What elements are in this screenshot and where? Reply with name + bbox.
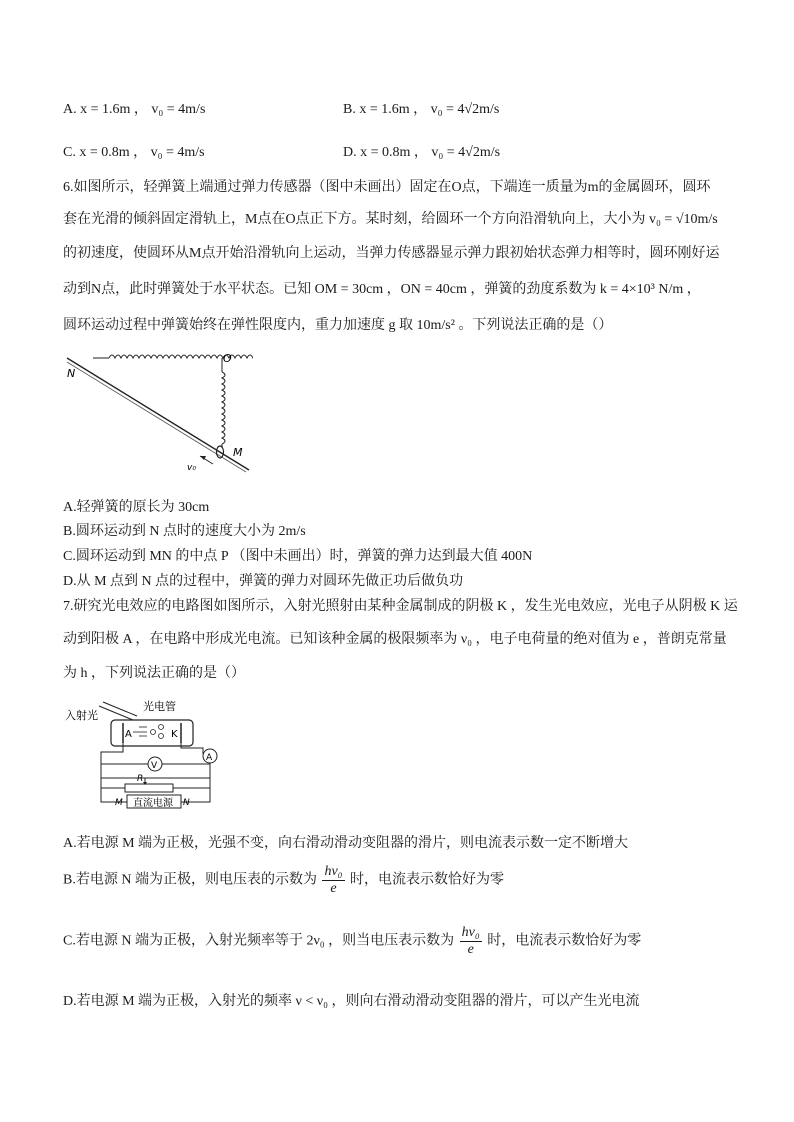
q6-stem-line3: 的初速度，使圆环从M点开始沿滑轨向上运动，当弹力传感器显示弹力跟初始状态弹力相等时，圆环刚好运 [63,246,720,261]
q6-figure [63,352,253,474]
q7-option-c [63,925,641,958]
label-voltmeter: V [151,761,158,771]
label-o: O [223,352,232,365]
q7-option-b-pre: B.若电源 N 端为正极，则电压表的示数为 [63,872,317,888]
fraction-numerator: hν₀ [461,925,480,940]
q5-option-b: B. x = 1.6m ， v₀ = 4√2m/s [343,102,500,117]
q5-option-d: D. x = 0.8m ， v₀ = 4√2m/s [343,145,501,160]
fraction-numerator: hν₀ [324,864,343,879]
label-dc-source: 直流电源 [133,798,173,809]
vertical-spring [222,358,225,448]
label-incident-light: 入射光 [65,710,98,722]
q7-option-c-pre: C.若电源 N 端为正极，入射光频率等于 2ν₀ ，则当电压表示数为 [63,933,455,949]
fraction [322,864,344,897]
label-n: N [67,367,76,380]
q5-option-c: C. x = 0.8m ， v₀ = 4m/s [63,145,205,160]
fraction-denominator: e [467,942,474,957]
label-v0: v₀ [187,463,196,473]
q5-option-a: A. x = 1.6m ， v₀ = 4m/s [63,102,206,117]
q6-option-c: C.圆环运动到 MN 的中点 P （图中未画出）时，弹簧的弹力达到最大值 400N [63,549,533,564]
label-phototube: 光电管 [143,701,176,713]
q7-option-b-post: 时，电流表示数恰好为零 [350,872,505,888]
label-m: M [115,798,123,808]
q7-option-b [63,864,504,897]
q6-stem-line5: 圆环运动过程中弹簧始终在弹性限度内，重力加速度 g 取 10m/s² 。下列说法正确的是（） [63,318,613,333]
fraction-denominator: e [330,881,337,896]
rheostat [125,784,173,792]
fraction [460,925,482,958]
label-n: N [183,798,190,808]
label-r: R [137,774,144,784]
q7-stem-line1: 7.研究光电效应的电路图如图所示，入射光照射由某种金属制成的阴极 K ，发生光电效应，光电子从阴极 K 运 [63,599,738,614]
q7-option-d: D.若电源 M 端为正极，入射光的频率 ν < ν₀ ，则向右滑动滑动变阻器的滑片，可以产生光电流 [63,994,640,1009]
q6-option-d: D.从 M 点到 N 点的过程中，弹簧的弹力对圆环先做正功后做负功 [63,574,464,589]
label-cathode: K [171,729,178,740]
q7-circuit-figure [63,692,233,810]
label-anode: A [125,729,132,740]
q6-option-b: B.圆环运动到 N 点时的速度大小为 2m/s [63,524,306,539]
q7-option-a: A.若电源 M 端为正极，光强不变，向右滑动滑动变阻器的滑片，则电流表示数一定不断增大 [63,836,629,851]
q6-option-a: A.轻弹簧的原长为 30cm [63,500,210,515]
q6-stem-line4: 动到N点，此时弹簧处于水平状态。已知 OM = 30cm ，ON = 40cm ，弹簧的劲度系数为 k = 4×10³ N/m ， [63,282,701,297]
q6-stem-line2: 套在光滑的倾斜固定滑轨上，M点在O点正下方。某时刻，给圆环一个方向沿滑轨向上，大小为 v₀ = √10m/s [63,212,718,227]
q6-stem-line1: 6.如图所示，轻弹簧上端通过弹力传感器（图中未画出）固定在O点，下端连一质量为m的金属圆环，圆环 [63,180,711,195]
q7-option-c-post: 时，电流表示数恰好为零 [487,933,642,949]
q7-stem-line3: 为 h ，下列说法正确的是（） [63,666,245,681]
label-ammeter: A [206,753,213,763]
q7-stem-line2: 动到阳极 A ，在电路中形成光电流。已知该种金属的极限频率为 ν₀ ，电子电荷量的绝对值为 e ，普朗克常量 [63,632,727,647]
label-m: M [233,446,243,459]
